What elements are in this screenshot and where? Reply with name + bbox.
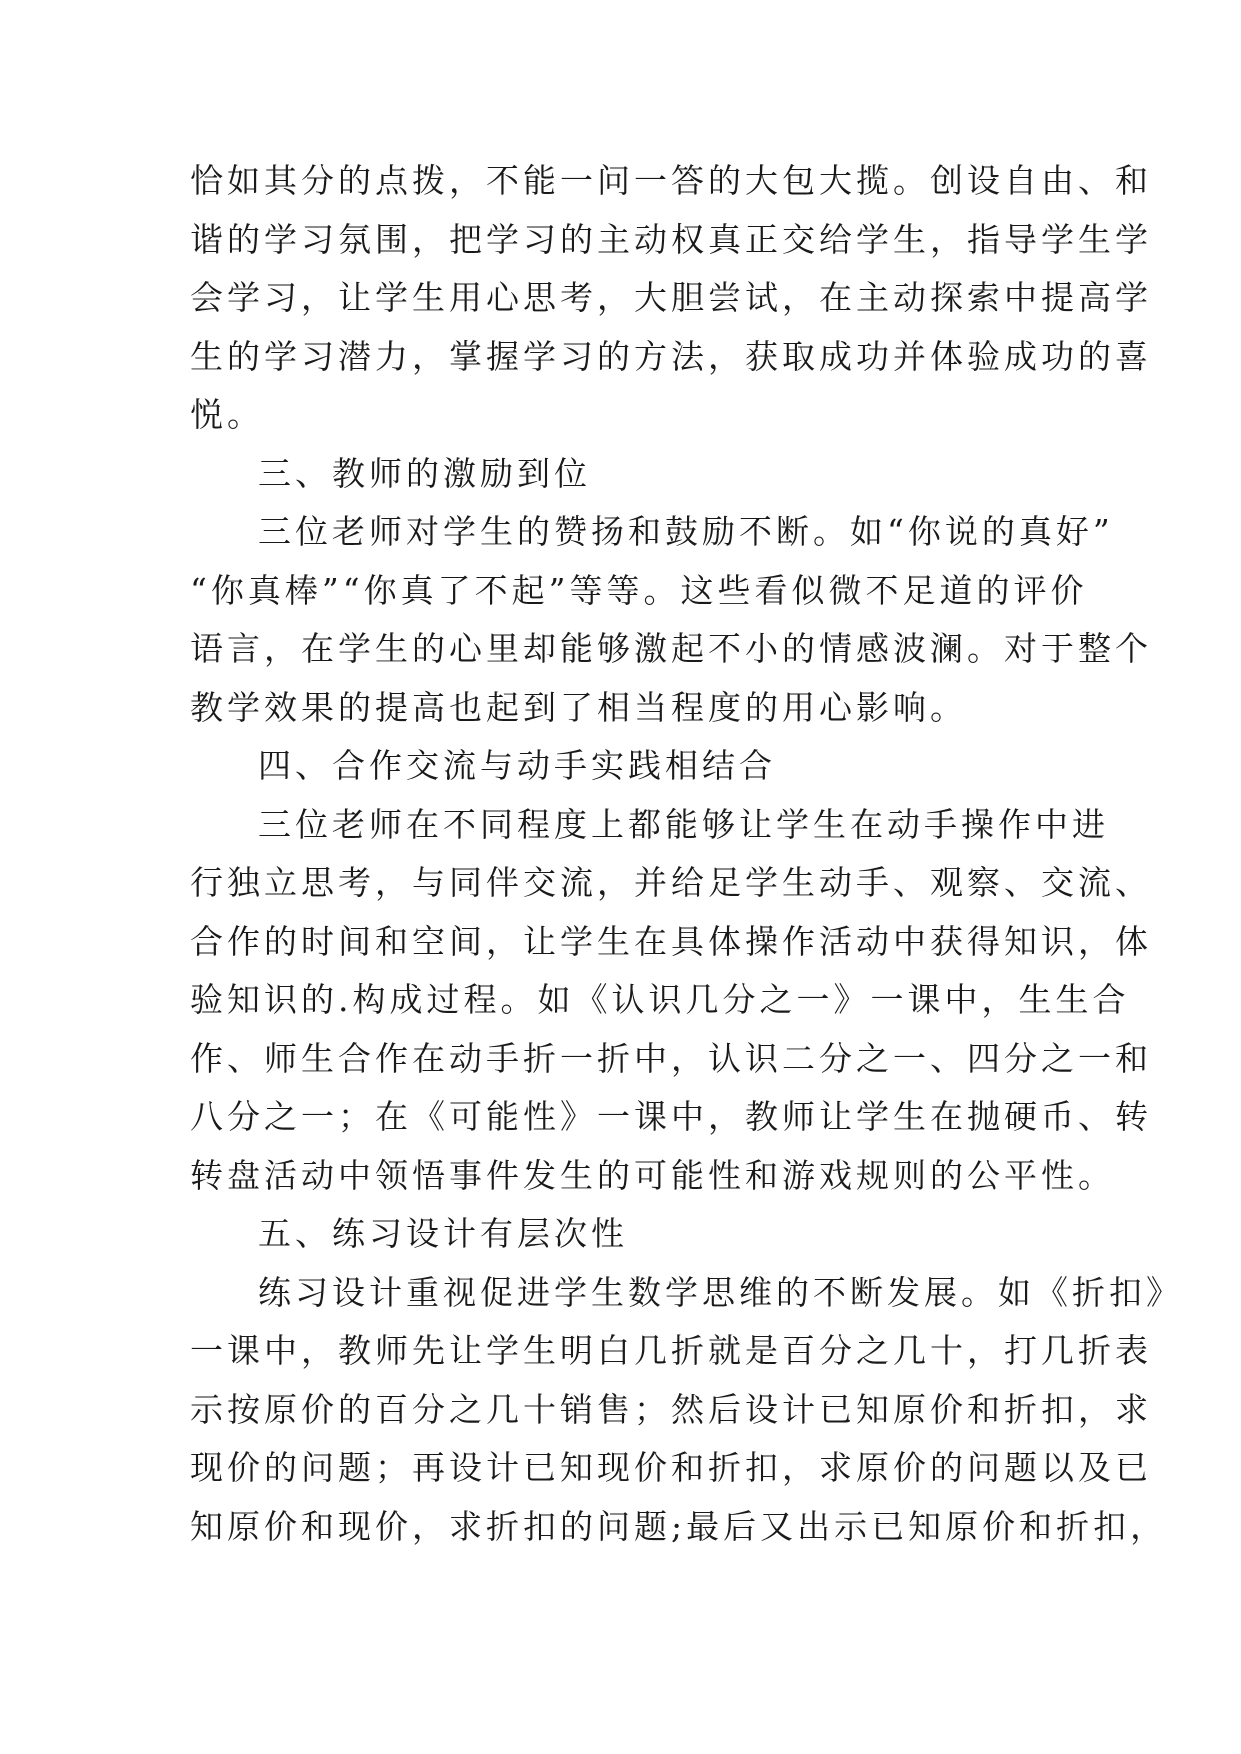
text-line: 会学习，让学生用心思考，大胆尝试，在主动探索中提高学 — [190, 278, 1152, 317]
text-line: 作、师生合作在动手折一折中，认识二分之一、四分之一和 — [190, 1038, 1152, 1078]
section-heading-5: 五、练习设计有层次性 — [258, 1214, 628, 1253]
document-body — [190, 152, 1183, 1556]
section-heading-4: 四、合作交流与动手实践相结合 — [258, 746, 776, 785]
text-line: 谐的学习氛围，把学习的主动权真正交给学生，指导学生学 — [190, 219, 1152, 259]
text-line: 悦。 — [190, 395, 264, 434]
text-line: 现价的问题；再设计已知现价和折扣，求原价的问题以及已 — [190, 1448, 1152, 1487]
section-heading-3: 三、教师的激励到位 — [258, 453, 591, 493]
text-line: 八分之一；在《可能性》一课中，教师让学生在抛硬币、转 — [190, 1097, 1152, 1136]
text-line: 语言，在学生的心里却能够激起不小的情感波澜。对于整个 — [190, 629, 1152, 668]
text-line: 示按原价的百分之几十销售；然后设计已知原价和折扣，求 — [190, 1389, 1152, 1429]
text-line: 三位老师对学生的赞扬和鼓励不断。如“你说的真好” — [258, 512, 1114, 551]
text-line: 验知识的.构成过程。如《认识几分之一》一课中，生生合 — [190, 980, 1130, 1019]
text-line: 知原价和现价，求折扣的问题;最后又出示已知原价和折扣， — [190, 1506, 1168, 1546]
text-line: 合作的时间和空间，让学生在具体操作活动中获得知识，体 — [190, 921, 1152, 961]
text-line: 练习设计重视促进学生数学思维的不断发展。如《折扣》 — [258, 1272, 1183, 1312]
text-line: 行独立思考，与同伴交流，并给足学生动手、观察、交流、 — [190, 863, 1152, 902]
text-line: 一课中，教师先让学生明白几折就是百分之几十，打几折表 — [190, 1331, 1152, 1370]
text-line: 三位老师在不同程度上都能够让学生在动手操作中进 — [258, 804, 1109, 844]
text-line: “你真棒”“你真了不起”等等。这些看似微不足道的评价 — [190, 570, 1088, 610]
text-line: 恰如其分的点拨，不能一问一答的大包大揽。创设自由、和 — [190, 161, 1152, 200]
text-line: 教学效果的提高也起到了相当程度的用心影响。 — [190, 687, 967, 727]
text-line: 转盘活动中领悟事件发生的可能性和游戏规则的公平性。 — [190, 1155, 1115, 1195]
text-line: 生的学习潜力，掌握学习的方法，获取成功并体验成功的喜 — [190, 336, 1152, 376]
